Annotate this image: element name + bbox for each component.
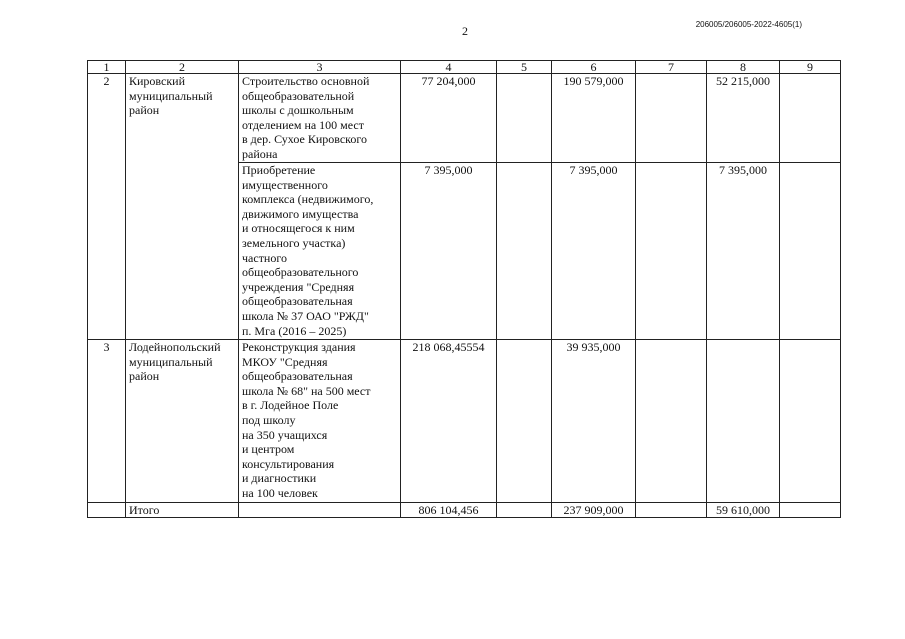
header-cell-1: 1	[88, 61, 126, 74]
total-empty-cell	[239, 503, 401, 518]
district-name: Кировский муниципальный район	[126, 74, 239, 340]
value-col-5	[497, 163, 552, 340]
page-number: 2	[462, 24, 468, 38]
value-col-4: 218 068,45554	[401, 340, 497, 503]
value-col-5	[497, 74, 552, 163]
header-cell-5: 5	[497, 61, 552, 74]
header-cell-2: 2	[126, 61, 239, 74]
header-cell-6: 6	[552, 61, 636, 74]
value-col-6: 39 935,000	[552, 340, 636, 503]
object-description: Приобретение имущественного комплекса (недвижимого, движимого имущества и относящегося к ним земельного участка) частного общеобразовательного учреждения "Средняя общеобразовательная школа № 37 ОАО "РЖД" п. Мга (2016 – 2025)	[239, 163, 401, 340]
value-col-4: 77 204,000	[401, 74, 497, 163]
row-number: 2	[88, 74, 126, 340]
value-col-6: 190 579,000	[552, 74, 636, 163]
header-cell-8: 8	[707, 61, 780, 74]
value-col-4: 7 395,000	[401, 163, 497, 340]
value-col-7	[636, 74, 707, 163]
value-col-7	[636, 163, 707, 340]
object-description: Реконструкция здания МКОУ "Средняя общеобразовательная школа № 68" на 500 мест в г. Лодейное Поле под школу на 350 учащихся и центром консультирования и диагностики на 100 человек	[239, 340, 401, 503]
row-number: 3	[88, 340, 126, 503]
value-col-9	[780, 340, 841, 503]
value-col-6: 7 395,000	[552, 163, 636, 340]
value-col-9	[780, 163, 841, 340]
object-description: Строительство основной общеобразовательной школы с дошкольным отделением на 100 мест в дер. Сухое Кировского района	[239, 74, 401, 163]
total-col-8: 59 610,000	[707, 503, 780, 518]
total-col-9	[780, 503, 841, 518]
value-col-9	[780, 74, 841, 163]
total-col-4: 806 104,456	[401, 503, 497, 518]
total-row	[88, 503, 841, 518]
value-col-8	[707, 340, 780, 503]
total-col-7	[636, 503, 707, 518]
value-col-7	[636, 340, 707, 503]
header-cell-3: 3	[239, 61, 401, 74]
total-label: Итого	[126, 503, 239, 518]
header-cell-9: 9	[780, 61, 841, 74]
header-cell-7: 7	[636, 61, 707, 74]
value-col-8: 7 395,000	[707, 163, 780, 340]
header-row	[88, 61, 841, 74]
document-id: 206005/206005-2022-4605(1)	[695, 20, 802, 29]
value-col-5	[497, 340, 552, 503]
header-cell-4: 4	[401, 61, 497, 74]
total-col-5	[497, 503, 552, 518]
district-name: Лодейнопольский муниципальный район	[126, 340, 239, 503]
table-row	[88, 340, 841, 503]
table-row	[88, 74, 841, 163]
budget-table	[87, 60, 841, 518]
total-col-6: 237 909,000	[552, 503, 636, 518]
value-col-8: 52 215,000	[707, 74, 780, 163]
total-empty-cell	[88, 503, 126, 518]
